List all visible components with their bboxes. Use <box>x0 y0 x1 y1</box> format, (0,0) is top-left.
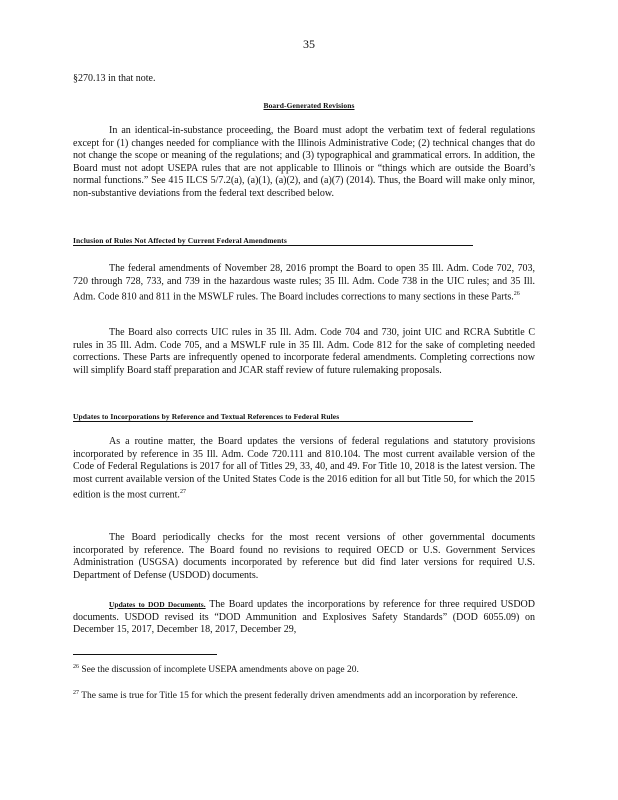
paragraph-dod-documents <box>73 599 535 637</box>
section-heading-board-revisions: Board-Generated Revisions <box>263 101 355 110</box>
footnote-27-marker: 27 <box>73 690 79 696</box>
footnote-26-marker: 26 <box>73 664 79 670</box>
footnote-27-text: The same is true for Title 15 for which the present federally driven amendments add an incorporation by reference. <box>81 691 518 702</box>
paragraph-federal-amendments-text: The federal amendments of November 28, 2016 prompt the Board to open 35 Ill. Adm. Code 702, 703, 720 through 728, 733, and 739 in the hazardous waste rules; 35 Ill. Adm. Code 738 in the UIC rules; and 35 Ill. Adm. Code 810 and 811 in the MSWLF rules. The Board includes corrections to many sections in these Parts. <box>73 263 535 303</box>
paragraph-routine-matter-text: As a routine matter, the Board updates the versions of federal regulations and statutory provisions incorporated by reference in 35 Ill. Adm. Code 720.111 and 810.104. The most current available version of the Code of Federal Regulations is 2017 for all of Titles 29, 33, 40, and 49. For Title 10, 2018 is the latest version. The most current available version of the United States Code is the 2016 edition for all but Title 50, for which the 2015 edition is the most current. <box>73 436 535 501</box>
footnote-26-text: See the discussion of incomplete USEPA amendments above on page 20. <box>81 665 359 676</box>
section-heading-inclusion-of-rules: Inclusion of Rules Not Affected by Current Federal Amendments <box>73 236 473 246</box>
footnote-26 <box>73 661 543 676</box>
footnote-ref-26: 26 <box>513 291 520 298</box>
page-number: 35 <box>303 37 315 51</box>
paragraph-periodic-check: The Board periodically checks for the most recent versions of other governmental documents incorporated by reference. The Board found no revisions to required OECD or U.S. Government Services Administration (USGSA) documents incorporated by reference but did find later versions for required U.S. Department of Defense (USDOD) documents. <box>73 532 535 581</box>
section-heading-updates-incorporations: Updates to Incorporations by Reference and Textual References to Federal Rules <box>73 412 473 422</box>
paragraph-federal-amendments <box>73 263 535 304</box>
lead-line: §270.13 in that note. <box>73 73 156 84</box>
paragraph-dod-text: The Board updates the incorporations by reference for three required USDOD documents. USDOD revised its “DOD Ammunition and Explosives Safety Standards” (DOD 6055.09) on December 15, 2017, December 18, 2017, December 29, <box>73 599 536 636</box>
inline-heading-dod: Updates to DOD Documents. <box>109 600 206 609</box>
footnote-ref-27: 27 <box>179 489 186 496</box>
paragraph-identical-in-substance: In an identical-in-substance proceeding, the Board must adopt the verbatim text of federal regulations except for (1) changes needed for compliance with the Illinois Administrative Code; (2) technical changes that do not change the scope or meaning of the regulations; and (3) typographical and grammatical errors. In addition, the Board must not adopt USEPA rules that are not applicable to Illinois or “things which are outside the Board’s normal functions.” See 415 ILCS 5/7.2(a), (a)(1), (a)(2), and (a)(7) (2014). Thus, the Board will make only minor, non-substantive deviations from the federal text described below. <box>73 125 535 199</box>
footnote-27 <box>73 687 543 702</box>
paragraph-routine-matter <box>73 436 535 502</box>
footnote-divider <box>73 654 217 655</box>
paragraph-board-corrects: The Board also corrects UIC rules in 35 Ill. Adm. Code 704 and 730, joint UIC and RCRA Subtitle C rules in 35 Ill. Adm. Code 705, and a MSWLF rule in 35 Ill. Adm. Code 812 for the sake of completing needed corrections. These Parts are infrequently opened to incorporate federal amendments. Completing corrections now will simplify Board staff preparation and JCAR staff review of future rulemaking proposals. <box>73 327 535 376</box>
